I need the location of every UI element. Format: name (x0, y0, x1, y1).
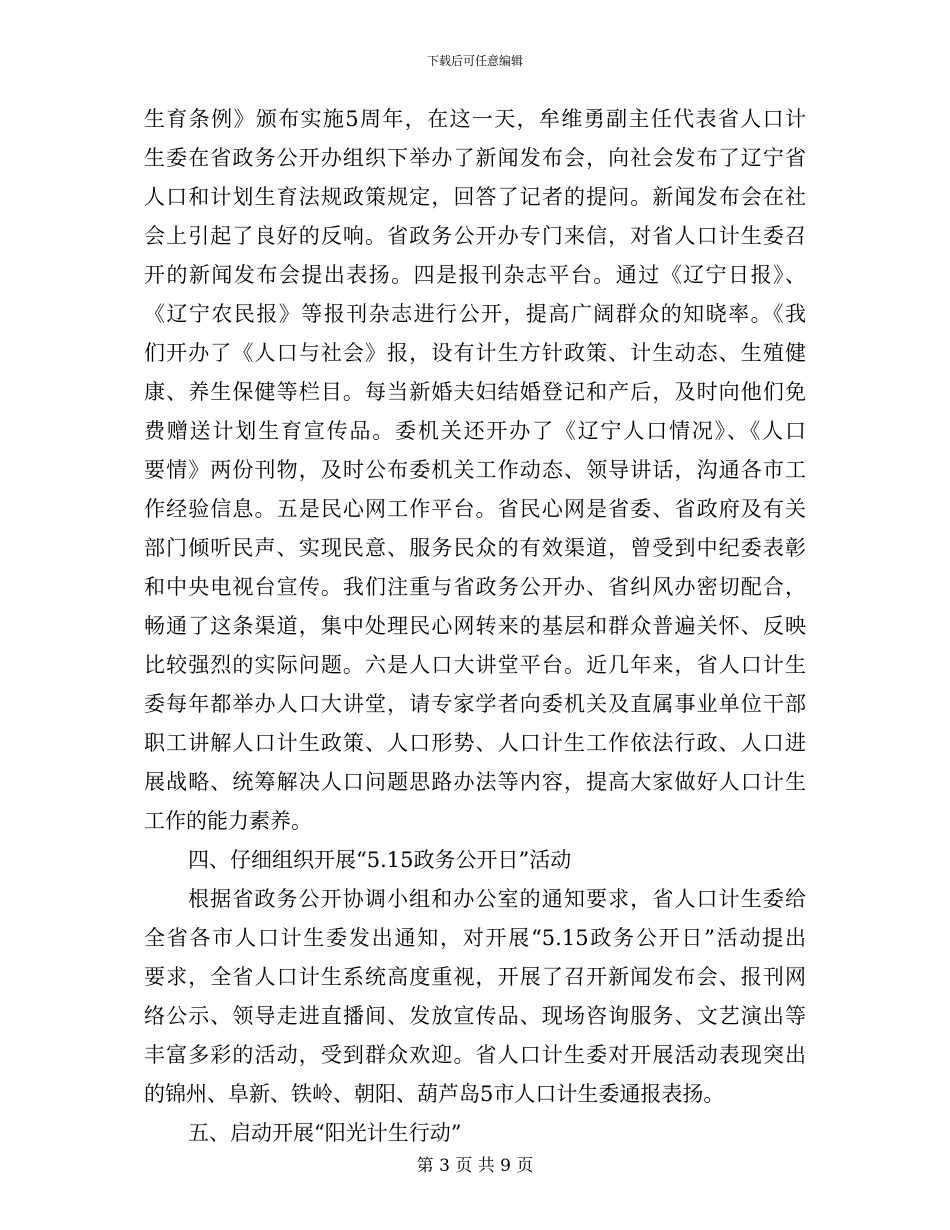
body-line-6: 《辽宁农民报》等报刊杂志进行公开，提高广阔群众的知晓率。《我 (144, 302, 806, 326)
body-line-5: 开的新闻发布会提出表扬。四是报刊杂志平台。通过《辽宁日报》、 (144, 263, 806, 287)
body-line-11: 作经验信息。五是民心网工作平台。省民心网是省委、省政府及有关 (144, 497, 806, 521)
body-line-2: 生委在省政务公开办组织下举办了新闻发布会，向社会发布了辽宁省 (144, 146, 806, 170)
page-number-footer: 第 3 页 共 9 页 (416, 1156, 534, 1176)
section-heading-5: 五、启动开展“阳光计生行动” (188, 1121, 462, 1145)
body-line-18: 展战略、统筹解决人口问题思路办法等内容，提高大家做好人口计生 (144, 770, 806, 794)
body-line-24: 络公示、领导走进直播间、发放宣传品、现场咨询服务、文艺演出等 (144, 1004, 806, 1028)
body-line-26: 的锦州、阜新、铁岭、朝阳、葫芦岛5市人口计生委通报表扬。 (144, 1082, 725, 1106)
body-line-21: 根据省政务公开协调小组和办公室的通知要求，省人口计生委给 (188, 887, 806, 911)
body-line-13: 和中央电视台宣传。我们注重与省政务公开办、省纠风办密切配合， (144, 575, 806, 599)
body-line-7: 们开办了《人口与社会》报，设有计生方针政策、计生动态、生殖健 (144, 341, 806, 365)
body-line-8: 康、养生保健等栏目。每当新婚夫妇结婚登记和产后，及时向他们免 (144, 380, 806, 404)
body-line-1: 生育条例》颁布实施5周年，在这一天，牟维勇副主任代表省人口计 (144, 107, 806, 131)
body-line-10: 要情》两份刊物，及时公布委机关工作动态、领导讲话，沟通各市工 (144, 458, 806, 482)
body-line-9: 费赠送计划生育宣传品。委机关还开办了《辽宁人口情况》、《人口 (144, 419, 806, 443)
body-line-4: 会上引起了良好的反响。省政务公开办专门来信，对省人口计生委召 (144, 224, 806, 248)
body-line-17: 职工讲解人口计生政策、人口形势、人口计生工作依法行政、人口进 (144, 731, 806, 755)
document-body (144, 100, 806, 1153)
body-line-15: 比较强烈的实际问题。六是人口大讲堂平台。近几年来，省人口计生 (144, 653, 806, 677)
body-line-22: 全省各市人口计生委发出通知，对开展“5.15政务公开日”活动提出 (144, 926, 806, 950)
body-line-14: 畅通了这条渠道，集中处理民心网转来的基层和群众普遍关怀、反映 (144, 614, 806, 638)
body-line-3: 人口和计划生育法规政策规定，回答了记者的提问。新闻发布会在社 (144, 185, 806, 209)
body-line-12: 部门倾听民声、实现民意、服务民众的有效渠道，曾受到中纪委表彰 (144, 536, 806, 560)
page-header-note: 下载后可任意编辑 (426, 54, 523, 68)
body-line-25: 丰富多彩的活动，受到群众欢迎。省人口计生委对开展活动表现突出 (144, 1043, 806, 1067)
body-line-19: 工作的能力素养。 (144, 809, 312, 833)
body-line-16: 委每年都举办人口大讲堂，请专家学者向委机关及直属事业单位干部 (144, 692, 806, 716)
body-line-23: 要求，全省人口计生系统高度重视，开展了召开新闻发布会、报刊网 (144, 965, 806, 989)
section-heading-4: 四、仔细组织开展“5.15政务公开日”活动 (188, 848, 572, 872)
